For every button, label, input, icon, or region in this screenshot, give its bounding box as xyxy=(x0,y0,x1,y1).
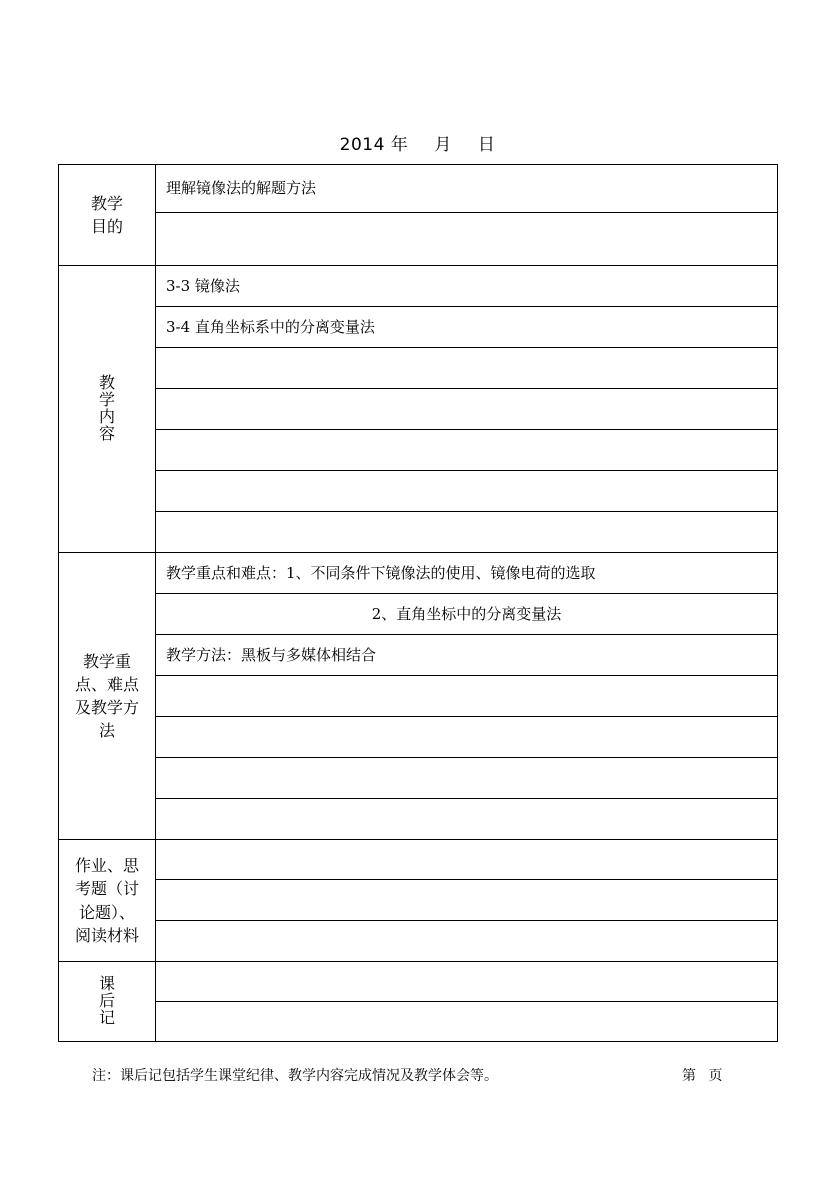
notes-row-1 xyxy=(59,962,778,1002)
objective-row-2 xyxy=(59,213,778,266)
objective-cell-1[interactable]: 理解镜像法的解题方法 xyxy=(156,165,778,213)
date-header xyxy=(0,130,835,155)
objective-cell-2[interactable] xyxy=(156,213,778,266)
date-day: 日 xyxy=(477,135,496,155)
keypoints-cell-4[interactable] xyxy=(156,676,778,717)
date-month: 月 xyxy=(434,135,452,155)
content-row-3 xyxy=(59,348,778,389)
content-row-5 xyxy=(59,430,778,471)
content-label-char-2: 学 xyxy=(98,390,115,410)
content-label-char-1: 教 xyxy=(98,373,115,393)
homework-row-3 xyxy=(59,921,778,962)
homework-row-2 xyxy=(59,880,778,921)
content-cell-7[interactable] xyxy=(156,512,778,553)
content-row-2 xyxy=(59,307,778,348)
objective-label-cell xyxy=(59,165,156,266)
keypoints-row-1 xyxy=(59,553,778,594)
keypoints-row-5 xyxy=(59,717,778,758)
content-row-1 xyxy=(59,266,778,307)
content-cell-1[interactable]: 3-3 镜像法 xyxy=(156,266,778,307)
objective-label: 教学目的 xyxy=(90,193,123,236)
content-row-6 xyxy=(59,471,778,512)
notes-label-char-2: 后 xyxy=(98,991,115,1011)
keypoints-cell-5[interactable] xyxy=(156,717,778,758)
homework-row-1 xyxy=(59,840,778,880)
homework-cell-2[interactable] xyxy=(156,880,778,921)
keypoints-cell-2[interactable]: 2、直角坐标中的分离变量法 xyxy=(156,594,778,635)
content-cell-3[interactable] xyxy=(156,348,778,389)
footer-note: 注：课后记包括学生课堂纪律、教学内容完成情况及教学体会等。 xyxy=(92,1068,498,1084)
content-label-char-3: 内 xyxy=(98,407,115,426)
keypoints-row-4 xyxy=(59,676,778,717)
keypoints-label-cell xyxy=(59,553,156,840)
notes-row-2 xyxy=(59,1002,778,1042)
content-cell-4[interactable] xyxy=(156,389,778,430)
content-row-7 xyxy=(59,512,778,553)
date-year: 2014 年 xyxy=(339,135,409,155)
keypoints-row-7 xyxy=(59,799,778,840)
content-cell-6[interactable] xyxy=(156,471,778,512)
notes-cell-1[interactable] xyxy=(156,962,778,1002)
notes-label-char-3: 记 xyxy=(98,1007,115,1027)
keypoints-label: 教学重点、难点及教学方法 xyxy=(74,651,139,741)
content-cell-2[interactable]: 3-4 直角坐标系中的分离变量法 xyxy=(156,307,778,348)
content-label-char-4: 容 xyxy=(98,423,115,443)
notes-label-char-1: 课 xyxy=(98,974,115,994)
keypoints-row-3 xyxy=(59,635,778,676)
notes-cell-2[interactable] xyxy=(156,1002,778,1042)
notes-label-cell xyxy=(59,962,156,1042)
keypoints-cell-7[interactable] xyxy=(156,799,778,840)
content-label-cell xyxy=(59,266,156,553)
keypoints-row-2 xyxy=(59,594,778,635)
keypoints-cell-1[interactable]: 教学重点和难点：1、不同条件下镜像法的使用、镜像电荷的选取 xyxy=(156,553,778,594)
lesson-plan-table xyxy=(58,164,778,1042)
homework-label-cell xyxy=(59,840,156,962)
content-row-4 xyxy=(59,389,778,430)
keypoints-cell-3[interactable]: 教学方法：黑板与多媒体相结合 xyxy=(156,635,778,676)
content-cell-5[interactable] xyxy=(156,430,778,471)
homework-cell-1[interactable] xyxy=(156,840,778,880)
keypoints-row-6 xyxy=(59,758,778,799)
homework-label: 作业、思考题（讨论题）、阅读材料 xyxy=(74,856,139,945)
homework-cell-3[interactable] xyxy=(156,921,778,962)
objective-row-1 xyxy=(59,165,778,213)
footer-page-number: 第 页 xyxy=(682,1068,723,1084)
keypoints-cell-6[interactable] xyxy=(156,758,778,799)
